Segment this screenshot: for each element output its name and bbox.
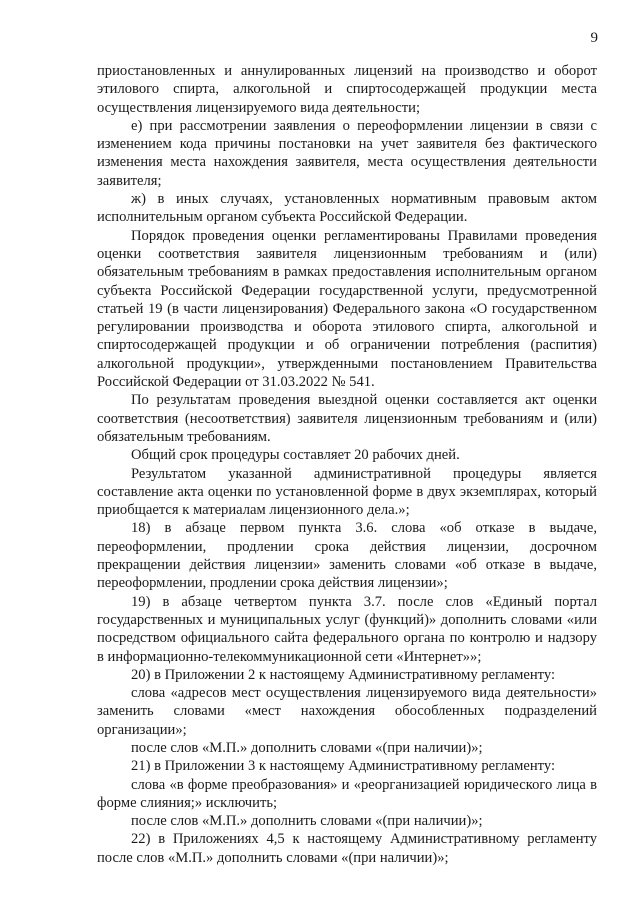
paragraph-item-e: е) при рассмотрении заявления о переоформлении лицензии в связи с изменением кода причины постановки на учет заявителя без фактического изменения места нахождения заявителя, места осуществления деятельности заявителя; [97,117,597,189]
document-body [97,62,597,867]
paragraph-item-22: 22) в Приложениях 4,5 к настоящему Административному регламенту после слов «М.П.» дополнить словами «(при наличии)»; [97,831,597,866]
paragraph-item-20-mp: после слов «М.П.» дополнить словами «(при наличии)»; [131,739,483,756]
paragraph-item-21-words: слова «в форме преобразования» и «реорганизацией юридического лица в форме слияния;» исключить; [97,776,597,811]
page-number: 9 [590,30,598,46]
paragraph-item-20-words: слова «адресов мест осуществления лицензируемого вида деятельности» заменить словами «мест нахождения обособленных подразделений организации»; [97,685,597,738]
paragraph-procedure-result: Результатом указанной административной процедуры является составление акта оценки по установленной форме в двух экземплярах, который приобщается к материалам лицензионного дела.»; [97,465,597,519]
paragraph-item-18: 18) в абзаце первом пункта 3.6. слова «об отказе в выдаче, переоформлении, продлении срока действия лицензии, досрочном прекращении действия лицензии» заменить словами «об отказе в выдаче, переоформлении, продлении срока действия лицензии»; [97,520,597,592]
paragraph-procedure-term: Общий срок процедуры составляет 20 рабочих дней. [131,447,460,464]
paragraph-continuation: приостановленных и аннулированных лицензий на производство и оборот этилового спирта, алкогольной и спиртосодержащей продукции места осуществления лицензируемого вида деятельности; [97,63,597,116]
paragraph-item-21: 21) в Приложении 3 к настоящему Административному регламенту: [131,758,556,775]
paragraph-item-zh: ж) в иных случаях, установленных нормативным правовым актом исполнительным органом субъекта Российской Федерации. [97,191,597,226]
paragraph-item-21-mp: после слов «М.П.» дополнить словами «(при наличии)»; [131,813,483,830]
paragraph-item-19: 19) в абзаце четвертом пункта 3.7. после слов «Единый портал государственных и муниципальных услуг (функций)» дополнить словами «или посредством официального сайта федерального органа по контролю и надзору в информационно-телекоммуникационной сети «Интернет»»; [97,593,597,665]
paragraph-inspection-act: По результатам проведения выездной оценки составляется акт оценки соответствия (несоответствия) заявителя лицензионным требованиям и (или) обязательным требованиям. [97,392,597,445]
paragraph-procedure-order: Порядок проведения оценки регламентированы Правилами проведения оценки соответствия заявителя лицензионным требованиям и (или) обязательным требованиям в рамках предоставления исполнительным органом субъекта Российской Федерации государственной услуги, предусмотренной статьей 19 (в части лицензирования) Федерального закона «О государственном регулировании производства и оборота этилового спирта, алкогольной и спиртосодержащей продукции и об ограничении потребления (распития) алкогольной продукции», утвержденными постановлением Правительства Российской Федерации от 31.03.2022 № 541. [97,227,597,391]
paragraph-item-20: 20) в Приложении 2 к настоящему Административному регламенту: [131,666,556,683]
